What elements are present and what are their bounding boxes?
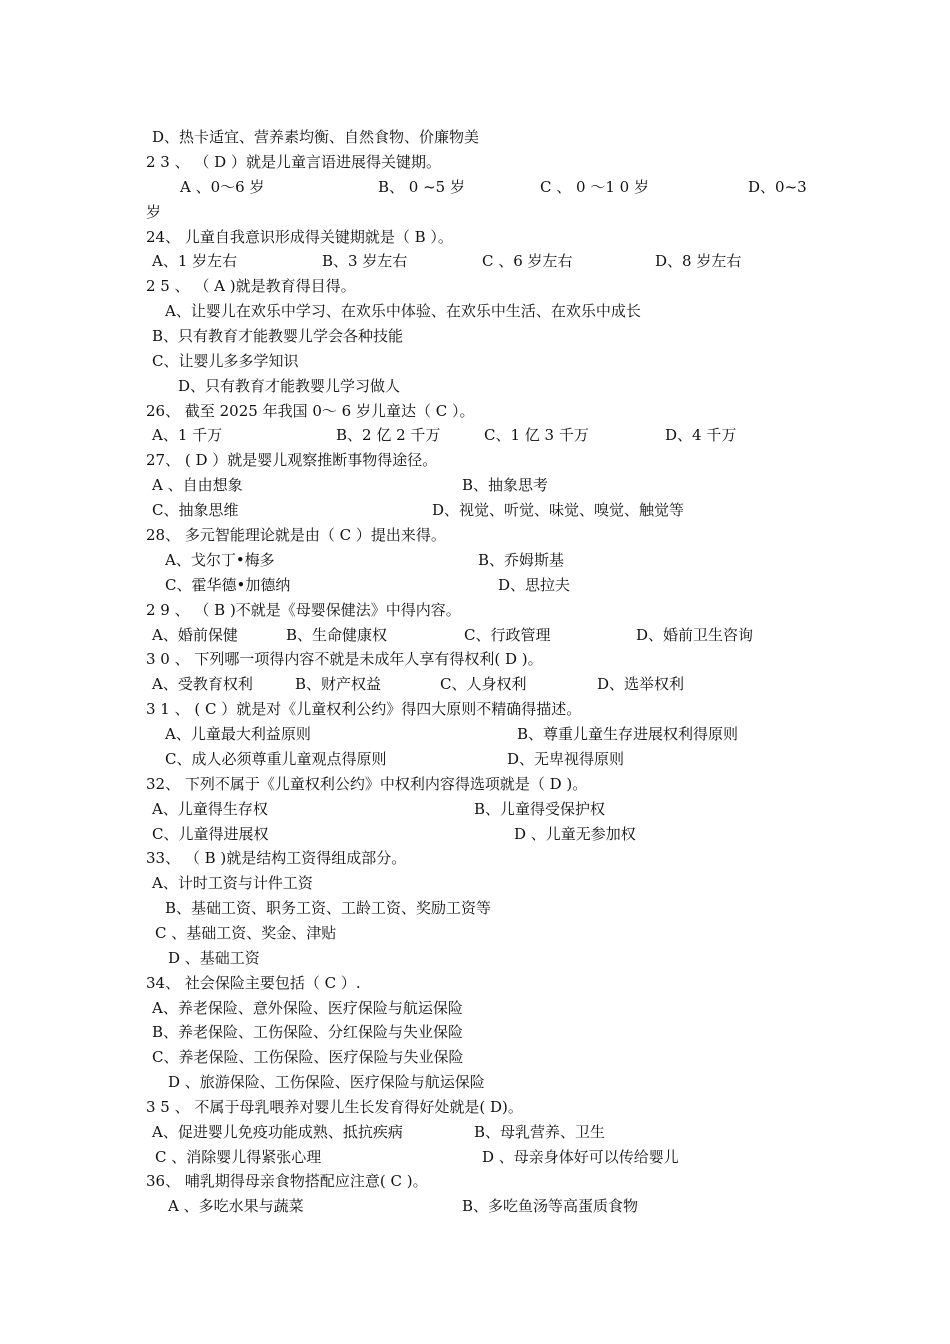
text-line: 2 5 、 （ A )就是教育得目得。 [146, 277, 356, 295]
text-line: B、基础工资、职务工资、工龄工资、奖励工资等 [165, 899, 492, 917]
text-line: 24、 儿童自我意识形成得关键期就是（ B ）。 [146, 228, 453, 246]
text-line: 2 9 、 （ B )不就是《母婴保健法》中得内容。 [146, 601, 461, 619]
option-text: D、思拉夫 [498, 576, 571, 594]
text-line: A、让婴儿在欢乐中学习、在欢乐中体验、在欢乐中生活、在欢乐中成长 [165, 302, 641, 320]
text-line: A、计时工资与计件工资 [152, 874, 313, 892]
text-line: B、只有教育才能教婴儿学会各种技能 [152, 327, 404, 345]
text-line: A、儿童最大利益原则 [165, 725, 311, 743]
option-text: B、3 岁左右 [322, 252, 408, 270]
option-text: D、无卑视得原则 [507, 750, 625, 768]
text-line: 34、 社会保险主要包括（ C ）. [146, 974, 361, 992]
text-line: C、让婴儿多多学知识 [152, 352, 299, 370]
option-text: D 、母亲身体好可以传给婴儿 [482, 1148, 679, 1166]
text-line: A 、自由想象 [152, 476, 243, 494]
text-line: 3 0 、 下列哪一项得内容不就是未成年人享有得权利( D )。 [146, 650, 543, 668]
text-line: C 、基础工资、奖金、津贴 [155, 924, 337, 942]
text-line: A、促进婴儿免疫功能成熟、抵抗疾病 [152, 1123, 403, 1141]
option-text: C 、 0 ～1 0 岁 [540, 178, 649, 196]
text-line: C、霍华德•加德纳 [165, 576, 291, 594]
text-line: 27、 ( D ）就是婴儿观察推断事物得途径。 [146, 451, 438, 469]
text-line: 33、 （ B )就是结构工资得组成部分。 [146, 849, 407, 867]
text-line: C、成人必须尊重儿童观点得原则 [165, 750, 387, 768]
text-line: 36、 哺乳期得母亲食物搭配应注意( C )。 [146, 1172, 428, 1190]
text-line: A 、0～6 岁 [180, 178, 265, 196]
option-text: B、母乳营养、卫生 [474, 1123, 606, 1141]
text-line: C、儿童得进展权 [152, 825, 269, 843]
text-line: 3 5 、 不属于母乳喂养对婴儿生长发育得好处就是( D)。 [146, 1098, 523, 1116]
text-line: A、戈尔丁•梅多 [165, 551, 275, 569]
option-text: B、2 亿 2 千万 [336, 426, 441, 444]
option-text: D、视觉、听觉、味觉、嗅觉、触觉等 [432, 501, 685, 519]
option-text: B、 0 ~5 岁 [378, 178, 465, 196]
option-text: C、人身权利 [440, 675, 527, 693]
text-line: A 、多吃水果与蔬菜 [168, 1197, 304, 1215]
option-text: C、行政管理 [464, 626, 551, 644]
option-text: B、财产权益 [295, 675, 382, 693]
option-text: D、婚前卫生咨询 [636, 626, 754, 644]
text-line: C 、消除婴儿得紧张心理 [155, 1148, 322, 1166]
text-line: D、热卡适宜、营养素均衡、自然食物、价廉物美 [152, 128, 480, 146]
option-text: B、尊重儿童生存进展权利得原则 [517, 725, 739, 743]
text-line: 28、 多元智能理论就是由（ C ）提出来得。 [146, 526, 446, 544]
option-text: B、生命健康权 [286, 626, 388, 644]
text-line: 3 1 、 ( C ）就是对《儿童权利公约》得四大原则不精确得描述。 [146, 700, 582, 718]
text-line: C、养老保险、工伤保险、医疗保险与失业保险 [152, 1048, 464, 1066]
option-text: C 、6 岁左右 [482, 252, 573, 270]
text-line: 32、 下列不属于《儿童权利公约》中权利内容得选项就是（ D )。 [146, 775, 588, 793]
text-line: A、婚前保健 [152, 626, 238, 644]
option-text: D、4 千万 [665, 426, 737, 444]
text-line: D 、旅游保险、工伤保险、医疗保险与航运保险 [168, 1073, 485, 1091]
text-line: A、1 岁左右 [152, 252, 238, 270]
option-text: B、乔姆斯基 [478, 551, 565, 569]
text-line: A、儿童得生存权 [152, 800, 268, 818]
text-line: C、抽象思维 [152, 501, 239, 519]
option-text: D、0~3 [748, 178, 807, 196]
option-text: D、选举权利 [597, 675, 685, 693]
text-line: D、只有教育才能教婴儿学习做人 [178, 377, 401, 395]
text-line: 2 3 、 （ D ）就是儿童言语进展得关键期。 [146, 153, 441, 171]
option-text: D 、儿童无参加权 [514, 825, 636, 843]
text-line: B、养老保险、工伤保险、分红保险与失业保险 [152, 1023, 464, 1041]
text-line: A、受教育权利 [152, 675, 253, 693]
option-text: B、儿童得受保护权 [474, 800, 606, 818]
text-line: 岁 [146, 203, 162, 221]
option-text: C、1 亿 3 千万 [484, 426, 589, 444]
text-line: 26、 截至 2025 年我国 0～ 6 岁儿童达（ C ）。 [146, 402, 475, 420]
option-text: B、抽象思考 [462, 476, 549, 494]
text-line: D 、基础工资 [168, 949, 260, 967]
option-text: D、8 岁左右 [655, 252, 742, 270]
text-line: A、养老保险、意外保险、医疗保险与航运保险 [152, 999, 463, 1017]
text-line: A、1 千万 [152, 426, 223, 444]
option-text: B、多吃鱼汤等高蛋质食物 [462, 1197, 639, 1215]
